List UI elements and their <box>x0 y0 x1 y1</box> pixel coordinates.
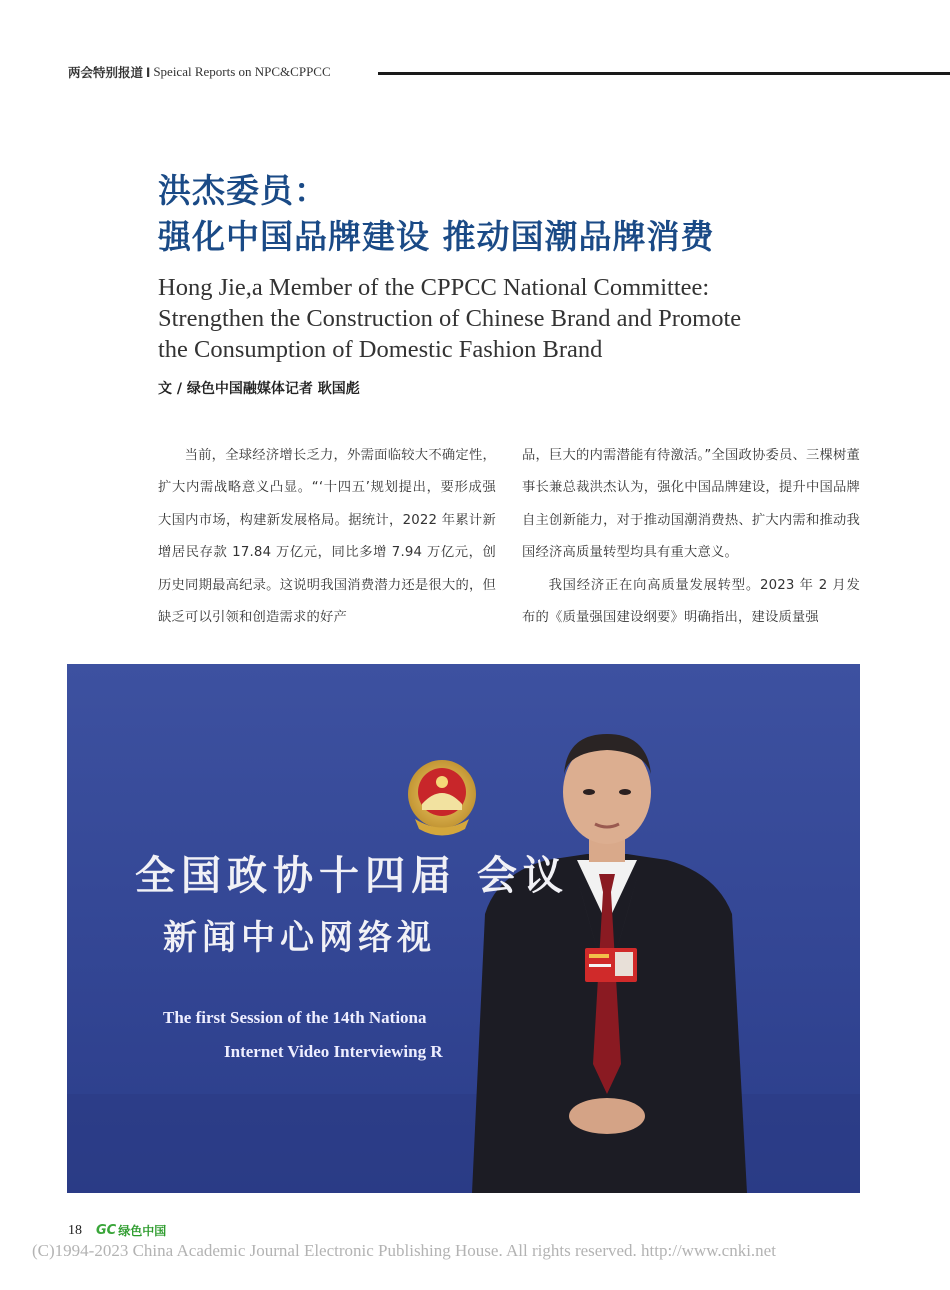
body-paragraph: 我国经济正在向高质量发展转型。2023 年 2 月发布的《质量强国建设纲要》明确指出，建设质量强 <box>522 577 860 626</box>
backdrop-text-cn-2: 新闻中心网络视 <box>163 918 436 958</box>
header-separator: l <box>146 64 151 80</box>
author-byline: 文 / 绿色中国融媒体记者 耿国彪 <box>158 381 360 397</box>
section-title-en: Speical Reports on NPC&CPPCC <box>153 64 331 79</box>
brand-name: 绿色中国 <box>118 1224 167 1238</box>
body-column-left <box>158 440 496 634</box>
interview-photo <box>67 664 860 1193</box>
article-title-cn <box>158 168 878 260</box>
section-title-cn: 两会特别报道 <box>68 65 144 80</box>
section-header <box>68 62 950 82</box>
header-rule <box>378 72 950 75</box>
title-en-line-2: Strengthen the Construction of Chinese Brand and Promote <box>158 305 742 332</box>
page-number: 18 <box>68 1222 82 1238</box>
cppcc-emblem <box>408 760 476 836</box>
title-cn-line-1: 洪杰委员： <box>158 171 328 210</box>
article-title-block <box>158 168 878 365</box>
backdrop-text-cn-1: 全国政协十四届 会议 <box>135 852 569 899</box>
body-column-right <box>522 440 860 634</box>
article-title-en <box>158 272 878 365</box>
backdrop-text-en-2: Internet Video Interviewing R <box>224 1042 443 1061</box>
title-en-line-1: Hong Jie,a Member of the CPPCC National Committee: <box>158 274 710 301</box>
title-cn-line-2: 强化中国品牌建设 推动国潮品牌消费 <box>158 217 715 256</box>
body-paragraph: 品，巨大的内需潜能有待激活。”全国政协委员、三棵树董事长兼总裁洪杰认为，强化中国品牌建设，提升中国品牌自主创新能力，对于推动国潮消费热、扩大内需和推动我国经济高质量转型均具有重大意义。 <box>522 448 860 561</box>
body-paragraph: 当前，全球经济增长乏力，外需面临较大不确定性，扩大内需战略意义凸显。“‘十四五’规划提出，要形成强大国内市场，构建新发展格局。据统计，2022 年累计新增居民存款 17.84 万亿元，同比多增 7.94 万亿元，创历史同期最高纪录。这说明我国消费潜力还是很大的，但缺乏可以引领和创造需求的好产 <box>158 448 496 626</box>
brand-logo-icon: GC <box>96 1223 117 1238</box>
page-footer <box>68 1222 166 1239</box>
copyright-watermark: (C)1994-2023 China Academic Journal Electronic Publishing House. All rights reserved. http://www.cnki.net <box>32 1241 776 1260</box>
backdrop-text-en-1: The first Session of the 14th Nationa <box>163 1008 427 1027</box>
title-en-line-3: the Consumption of Domestic Fashion Brand <box>158 336 603 363</box>
